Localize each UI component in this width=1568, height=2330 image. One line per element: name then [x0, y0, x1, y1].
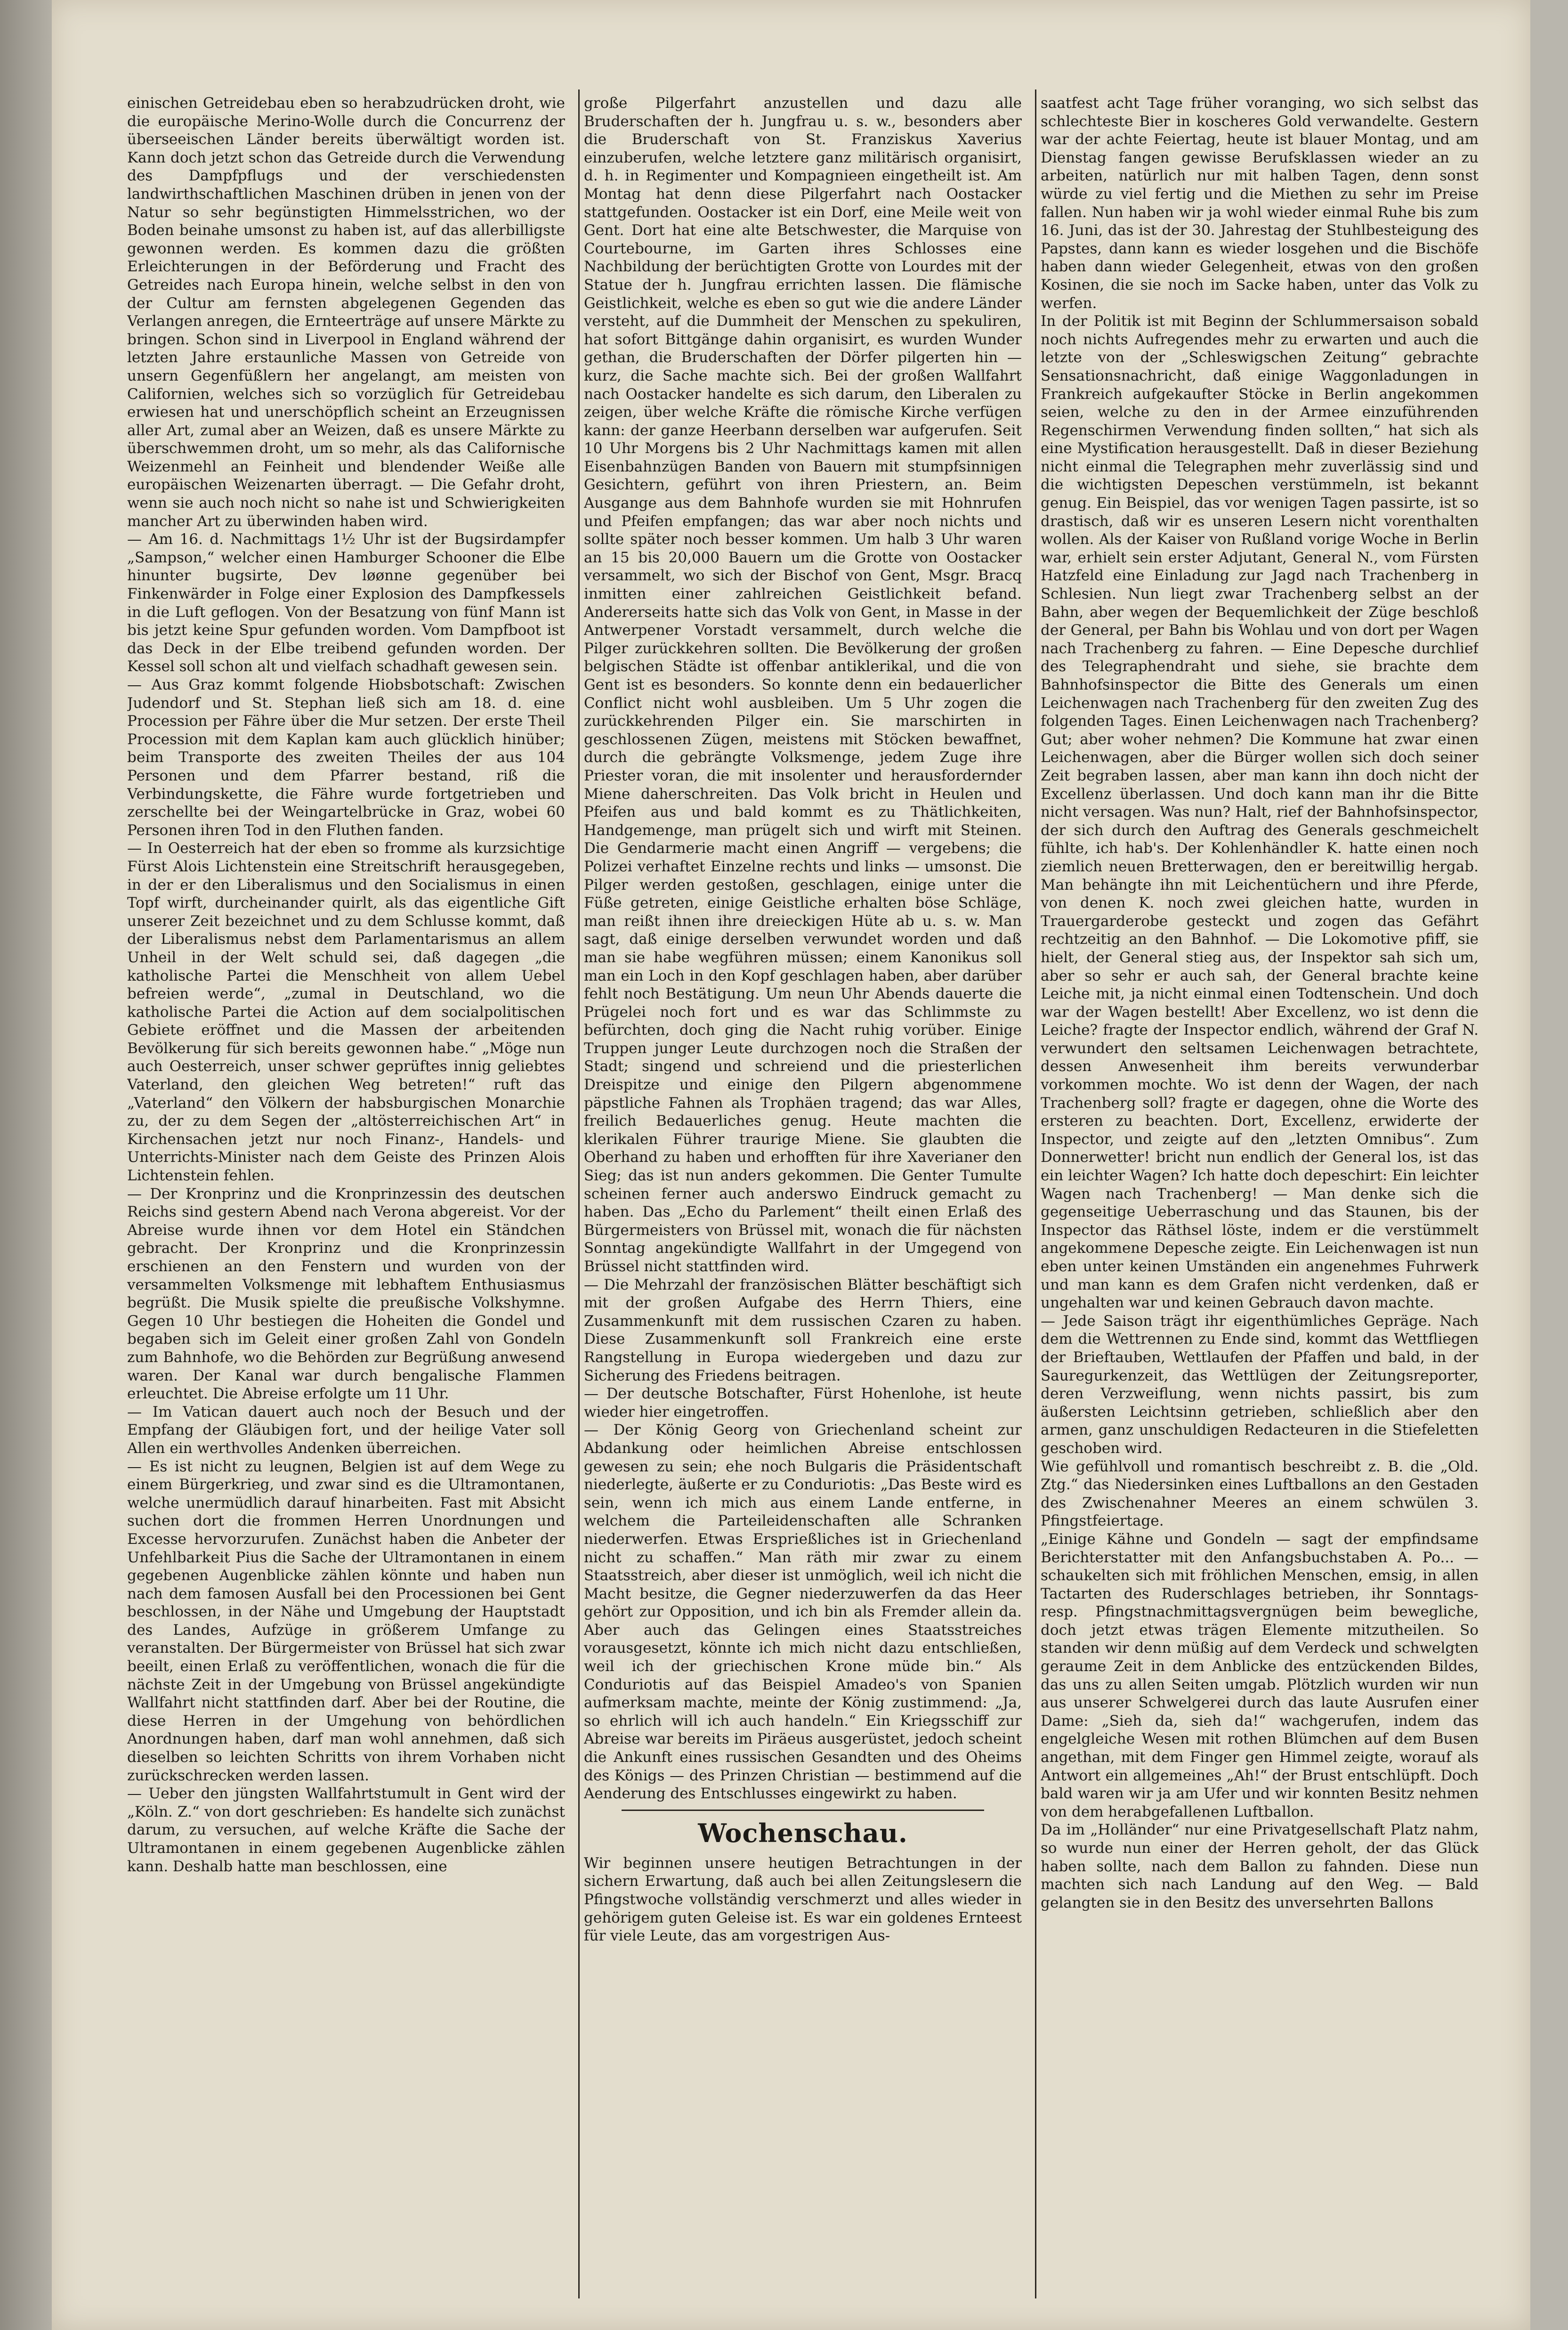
article-paragraph: Wir beginnen unsere heutigen Betrachtungen in der sichern Erwartung, daß auch bei allen Zeitungslesern die Pfingstwoche vollständig verschmerzt und alles wieder in gehörigem guten Geleise ist. Es war ein goldenes Ernteest für viele Leute, das am vorgestrigen Aus-	[584, 1854, 1022, 1945]
article-paragraph: — Der Kronprinz und die Kronprinzessin des deutschen Reichs sind gestern Abend nach Verona abgereist. Vor der Abreise wurde ihnen vor dem Hotel ein Ständchen gebracht. Der Kronprinz und die Kronprinzessin erschienen an den Fenstern und wurden von der versammelten Volksmenge mit lebhaftem Enthusiasmus begrüßt. Die Musik spielte die preußische Volkshymne. Gegen 10 Uhr bestiegen die Hoheiten die Gondel und begaben sich im Geleit einer großen Zahl von Gondeln zum Bahnhofe, wo die Behörden zur Begrüßung anwesend waren. Der Kanal war durch bengalische Flammen erleuchtet. Die Abreise erfolgte um 11 Uhr.	[127, 1185, 565, 1403]
column-3	[1041, 94, 1479, 2298]
article-paragraph: — Es ist nicht zu leugnen, Belgien ist auf dem Wege zu einem Bürgerkrieg, und zwar sind es die Ultramontanen, welche unermüdlich darauf hinarbeiten. Fast mit Absicht suchen dort die frommen Herren Unordnungen und Excesse hervorzurufen. Zunächst haben die Anbeter der Unfehlbarkeit Pius die Sache der Ultramontanen in einem gegebenen Augenblicke zählen könnte und haben nun nach dem famosen Ausfall bei den Processionen bei Gent beschlossen, in der Nähe und Umgebung der Hauptstadt des Landes, Aufzüge in größerem Umfange zu veranstalten. Der Bürgermeister von Brüssel hat sich zwar beeilt, einen Erlaß zu veröffentlichen, wonach die für die nächste Zeit in der Umgebung von Brüssel angekündigte Wallfahrt nicht stattfinden darf. Aber bei der Routine, die diese Herren in der Umgehung von behördlichen Anordnungen haben, darf man wohl annehmen, daß sich dieselben so leichten Schritts von ihrem Vorhaben nicht zurückschrecken werden lassen.	[127, 1458, 565, 1784]
article-paragraph: In der Politik ist mit Beginn der Schlummersaison sobald noch nichts Aufregendes mehr zu erwarten und auch die letzte von der „Schleswigschen Zeitung“ gebrachte Sensationsnachricht, daß einige Waggonladungen in Frankreich aufgekaufter Stöcke in Berlin angekommen seien, welche zu den in der Armee einzuführenden Regenschirmen Verwendung finden sollten,“ hat sich als eine Mystification herausgestellt. Daß in dieser Beziehung nicht einmal die Telegraphen mehr zuverlässig sind und die wichtigsten Depeschen verstümmeln, ist bekannt genug. Ein Beispiel, das vor wenigen Tagen passirte, ist so drastisch, daß wir es unseren Lesern nicht vorenthalten wollen. Als der Kaiser von Rußland vorige Woche in Berlin war, erhielt sein erster Adjutant, General N., vom Fürsten Hatzfeld eine Einladung zur Jagd nach Trachenberg in Schlesien. Nun liegt zwar Trachenberg selbst an der Bahn, aber wegen der Bequemlichkeit der Züge beschloß der General, per Bahn bis Wohlau und von dort per Wagen nach Trachenberg zu fahren. — Eine Depesche durchlief des Telegraphendraht und siehe, sie brachte dem Bahnhofsinspector die Bitte des Generals um einen Leichenwagen nach Trachenberg für den zweiten Zug des folgenden Tages. Einen Leichenwagen nach Trachenberg? Gut; aber woher nehmen? Die Kommune hat zwar einen Leichenwagen, aber die Bürger wollen sich doch seiner Zeit begraben lassen, aber man kann ihn doch nicht der Excellenz überlassen. Und doch kann man ihr die Bitte nicht versagen. Was nun? Halt, rief der Bahnhofsinspector, der sich durch den Auftrag des Generals geschmeichelt fühlte, ich hab's. Der Kohlenhändler K. hatte einen noch ziemlich neuen Bretterwagen, den er bereitwillig hergab. Man behängte ihn mit Leichentüchern und ihre Pferde, von denen K. noch zwei gleichen hatte, wurden in Trauergarderobe gesteckt und zogen das Gefährt rechtzeitig an den Bahnhof. — Die Lokomotive pfiff, sie hielt, der General stieg aus, der Inspektor sah sich um, aber so sehr er auch sah, der General brachte keine Leiche mit, ja nicht einmal einen Todtenschein. Und doch war der Wagen bestellt! Aber Excellenz, wo ist denn die Leiche? fragte der Inspector endlich, während der Graf N. verwundert den seltsamen Leichenwagen betrachtete, dessen Anwesenheit ihm bereits verwunderbar vorkommen mochte. Wo ist denn der Wagen, der nach Trachenberg soll? fragte er dagegen, ohne die Worte des ersteren zu beachten. Dort, Excellenz, erwiderte der Inspector, und zeigte auf den „letzten Omnibus“. Zum Donnerwetter! bricht nun endlich der General los, ist das ein leichter Wagen? Ich hatte doch depeschirt: Ein leichter Wagen nach Trachenberg! — Man denke sich die gegenseitige Ueberraschung und das Staunen, bis der Inspector das Räthsel löste, indem er die verstümmelt angekommene Depesche zeigte. Ein Leichenwagen ist nun eben unter keinen Umständen ein angenehmes Fuhrwerk und man kann es dem Grafen nicht verdenken, daß er ungehalten war und keinen Gebrauch davon machte.	[1041, 313, 1479, 1312]
article-paragraph: — Der deutsche Botschafter, Fürst Hohenlohe, ist heute wieder hier eingetroffen.	[584, 1385, 1022, 1421]
article-paragraph: „Einige Kähne und Gondeln — sagt der empfindsame Berichterstatter mit den Anfangsbuchstaben A. Po... — schaukelten sich mit fröhlichen Menschen, emsig, in allen Tactarten des Ruderschlages betrieben, ihr Sonntags- resp. Pfingstnachmittagsvergnügen beim bewegliche, doch jetzt etwas trägen Elemente mitzutheilen. So standen wir denn müßig auf dem Verdeck und schwelgten geraume Zeit in dem Anblicke des entzückenden Bildes, das uns zu allen Seiten umgab. Plötzlich wurden wir nun aus unserer Schwelgerei durch das laute Ausrufen einer Dame: „Sieh da, sieh da!“ wachgerufen, indem das engelgleiche Wesen mit rothen Blümchen auf dem Busen angethan, mit dem Finger gen Himmel zeigte, worauf als Antwort ein allgemeines „Ah!“ der Brust entschlüpft. Doch bald waren wir ja am Ufer und wir konnten Besitz nehmen von dem herabgefallenen Luftballon.	[1041, 1530, 1479, 1820]
section-heading: Wochenschau.	[698, 1818, 908, 1848]
article-paragraph: — Aus Graz kommt folgende Hiobsbotschaft: Zwischen Judendorf und St. Stephan ließ sich am 18. d. eine Procession per Fähre über die Mur setzen. Der erste Theil Procession mit dem Kaplan kam auch glücklich hinüber; beim Transporte des zweiten Theiles der aus 104 Personen und dem Pfarrer bestand, riß die Verbindungskette, die Fähre wurde fortgetrieben und zerschellte bei der Weingartelbrücke in Graz, wobei 60 Personen ihren Tod in den Fluthen fanden.	[127, 676, 565, 839]
article-paragraph: saatfest acht Tage früher voranging, wo sich selbst das schlechteste Bier in koscheres Gold verwandelte. Gestern war der achte Feiertag, heute ist blauer Montag, und am Dienstag fangen gewisse Berufsklassen wieder an zu arbeiten, natürlich nur mit halben Tagen, denn sonst würde zu viel fertig und die Miethen zu sehr im Preise fallen. Nun haben wir ja wohl wieder einmal Ruhe bis zum 16. Juni, das ist der 30. Jahrestag der Stuhlbesteigung des Papstes, dann kann es wieder losgehen und die Bischöfe haben dann wieder Gelegenheit, etwas von den großen Kosinen, die sie noch im Sacke haben, unter das Volk zu werfen.	[1041, 95, 1479, 312]
article-paragraph: Wie gefühlvoll und romantisch beschreibt z. B. die „Old. Ztg.“ das Niedersinken eines Luftballons an den Gestaden des Zwischenahner Meeres an einem schwülen 3. Pfingstfeiertage.	[1041, 1458, 1479, 1530]
article-paragraph: — In Oesterreich hat der eben so fromme als kurzsichtige Fürst Alois Lichtenstein eine Streitschrift herausgegeben, in der er den Liberalismus und den Socialismus in einen Topf wirft, durcheinander quirlt, als das eigentliche Gift unserer Zeit bezeichnet und zu dem Schlusse kommt, daß der Liberalismus nebst dem Parlamentarismus an allem Unheil in der Welt schuld sei, daß dagegen „die katholische Partei die Menschheit von allem Uebel befreien werde“, „zumal in Deutschland, wo die katholische Partei die Action auf dem socialpolitischen Gebiete eröffnet und die Massen der arbeitenden Bevölkerung für sich bereits gewonnen habe.“ „Möge nun auch Oesterreich, unser schwer geprüftes innig geliebtes Vaterland, den gleichen Weg betreten!“ ruft das „Vaterland“ den Völkern der habsburgischen Monarchie zu, der zu dem Segen der „altösterreichischen Art“ in Kirchensachen jetzt nur noch Finanz-, Handels- und Unterrichts-Minister nach dem Geiste des Prinzen Alois Lichtenstein fehlen.	[127, 840, 565, 1185]
article-paragraph: — Die Mehrzahl der französischen Blätter beschäftigt sich mit der großen Aufgabe des Herrn Thiers, eine Zusammenkunft mit dem russischen Czaren zu haben. Diese Zusammenkunft soll Frankreich eine erste Rangstellung in Europa wiedergeben und dazu zur Sicherung des Friedens beitragen.	[584, 1276, 1022, 1384]
article-paragraph: Da im „Holländer“ nur eine Privatgesellschaft Platz nahm, so wurde nun einer der Herren geholt, der das Glück haben sollte, nach dem Ballon zu fahnden. Diese nun machten sich nach Landung auf den Weg. — Bald gelangten sie in den Besitz des unversehrten Ballons	[1041, 1821, 1479, 1911]
column-1	[127, 94, 565, 2298]
column-rule	[1035, 89, 1036, 2298]
column-rule	[578, 89, 580, 2298]
article-paragraph: — Ueber den jüngsten Wallfahrtstumult in Gent wird der „Köln. Z.“ von dort geschrieben: Es handelte sich zunächst darum, zu versuchen, auf welche Kräfte die Sache der Ultramontanen in einem gegebenen Augenblicke zählen kann. Deshalb hatte man beschlossen, eine	[127, 1785, 565, 1875]
column-2	[584, 94, 1022, 2298]
article-paragraph: einischen Getreidebau eben so herabzudrücken droht, wie die europäische Merino-Wolle durch die Concurrenz der überseeischen Länder bereits überwältigt worden ist. Kann doch jetzt schon das Getreide durch die Verwendung des Dampfpflugs und der verschiedensten landwirthschaftlichen Maschinen drüben in jenen von der Natur so sehr begünstigten Himmelsstrichen, wo der Boden beinahe umsonst zu haben ist, auf das allerbilligste gewonnen werden. Es kommen dazu die größten Erleichterungen in der Beförderung und Fracht des Getreides nach Europa hinein, welche selbst in den von der Cultur am fernsten abgelegenen Gegenden das Verlangen anregen, die Ernteerträge auf unsere Märkte zu bringen. Schon sind in Liverpool in England während der letzten Jahre erstaunliche Massen von Getreide von unsern Gegenfüßlern her angelangt, am meisten von Californien, welches sich so vorzüglich für Getreidebau erwiesen hat und unerschöpflich scheint an Erzeugnissen aller Art, zumal aber an Weizen, daß es unsere Märkte zu überschwemmen droht, um so mehr, als das Californische Weizenmehl an Feinheit und blendender Weiße alle europäischen Weizenarten überragt. — Die Gefahr droht, wenn sie auch noch nicht so nahe ist und Schwierigkeiten mancher Art zu überwinden haben wird.	[127, 95, 565, 530]
article-paragraph: — Am 16. d. Nachmittags 1½ Uhr ist der Bugsirdampfer „Sampson,“ welcher einen Hamburger Schooner die Elbe hinunter bugsirte, Dev løønne gegenüber bei Finkenwärder in Folge einer Explosion des Dampfkessels in die Luft geflogen. Von der Besatzung von fünf Mann ist bis jetzt keine Spur gefunden worden. Vom Dampfboot ist das Deck in der Elbe treibend gefunden worden. Der Kessel soll schon alt und vielfach schadhaft gewesen sein.	[127, 531, 565, 675]
article-paragraph: — Jede Saison trägt ihr eigenthümliches Gepräge. Nach dem die Wettrennen zu Ende sind, kommt das Wettfliegen der Brieftauben, Wettlaufen der Pfaffen und bald, in der Sauregurkenzeit, das Wettlügen der Zeitungsreporter, deren Verzweiflung, wenn nichts passirt, bis zum äußersten Leichtsinn getrieben, schließlich aber den armen, ganz unschuldigen Redacteuren in die Stiefeletten geschoben wird.	[1041, 1312, 1479, 1457]
article-paragraph: — Der König Georg von Griechenland scheint zur Abdankung oder heimlichen Abreise entschlossen gewesen zu sein; ehe noch Bulgaris die Präsidentschaft niederlegte, äußerte er zu Conduriotis: „Das Beste wird es sein, wenn ich mich aus einem Lande entferne, in welchem die Parteileidenschaften alle Schranken niederwerfen. Etwas Ersprießliches ist in Griechenland nicht zu schaffen.“ Man räth mir zwar zu einem Staatsstreich, aber dieser ist unmöglich, weil ich nicht die Macht besitze, die Gegner niederzuwerfen da das Heer gehört zur Opposition, und ich bin als Fremder allein da. Aber auch das Gelingen eines Staatsstreiches vorausgesetzt, könnte ich mich nicht dazu entschließen, weil ich der griechischen Krone müde bin.“ Als Conduriotis auf das Beispiel Amadeo's von Spanien aufmerksam machte, meinte der König zustimmend: „Ja, so ehrlich will ich auch handeln.“ Ein Kriegsschiff zur Abreise war bereits im Piräeus ausgerüstet, jedoch scheint die Ankunft eines russischen Gesandten und des Oheims des Königs — des Prinzen Christian — bestimmend auf die Aenderung des Entschlusses eingewirkt zu haben.	[584, 1421, 1022, 1802]
section-divider	[622, 1810, 984, 1811]
article-paragraph: große Pilgerfahrt anzustellen und dazu alle Bruderschaften der h. Jungfrau u. s. w., besonders aber die Bruderschaft von St. Franziskus Xaverius einzuberufen, welche letztere ganz militärisch organisirt, d. h. in Regimenter und Kompagnieen eingetheilt ist. Am Montag hat denn diese Pilgerfahrt nach Oostacker stattgefunden. Oostacker ist ein Dorf, eine Meile weit von Gent. Dort hat eine alte Betschwester, die Marquise von Courtebourne, im Garten ihres Schlosses eine Nachbildung der berüchtigten Grotte von Lourdes mit der Statue der h. Jungfrau errichten lassen. Die flämische Geistlichkeit, welche es eben so gut wie die andere Länder versteht, auf die Dummheit der Menschen zu spekuliren, hat sofort Bittgänge dahin organisirt, es wurden Wunder gethan, die Bruderschaften der Dörfer pilgerten hin — kurz, die Sache machte sich. Bei der großen Wallfahrt nach Oostacker handelte es sich darum, den Liberalen zu zeigen, über welche Kräfte die römische Kirche verfügen kann: der ganze Heerbann derselben war aufgerufen. Seit 10 Uhr Morgens bis 2 Uhr Nachmittags kamen mit allen Eisenbahnzügen Banden von Bauern mit stumpfsinnigen Gesichtern, geführt von ihren Priestern, an. Beim Ausgange aus dem Bahnhofe wurden sie mit Hohnrufen und Pfeifen empfangen; das war aber noch nichts und sollte später noch besser kommen. Um halb 3 Uhr waren an 15 bis 20,000 Bauern um die Grotte von Oostacker versammelt, wo sich der Bischof von Gent, Msgr. Bracq inmitten einer zahlreichen Geistlichkeit befand. Andererseits hatte sich das Volk von Gent, in Masse in der Antwerpener Vorstadt versammelt, durch welche die Pilger zurückkehren sollten. Die Bevölkerung der großen belgischen Städte ist offenbar antiklerikal, und die von Gent ist es besonders. So konnte denn ein bedauerlicher Conflict nicht wohl ausbleiben. Um 5 Uhr zogen die zurückkehrenden Pilger ein. Sie marschirten in geschlossenen Zügen, meistens mit Stöcken bewaffnet, durch die gebrängte Volksmenge, jedem Zuge ihre Priester voran, die mit insolenter und herausfordernder Miene daherschreiten. Das Volk bricht in Heulen und Pfeifen aus und bald kommt es zu Thätlichkeiten, Handgemenge, man prügelt sich und wirft mit Steinen. Die Gendarmerie macht einen Angriff — vergebens; die Polizei verhaftet Einzelne rechts und links — umsonst. Die Pilger werden gestoßen, geschlagen, einige unter die Füße getreten, einige Geistliche erhalten böse Schläge, man reißt ihnen ihre dreieckigen Hüte ab u. s. w. Man sagt, daß einige derselben verwundet worden und daß man sie habe wegführen müssen; einem Kanonikus soll man ein Loch in den Kopf geschlagen haben, aber darüber fehlt noch Bestätigung. Um neun Uhr Abends dauerte die Prügelei noch fort und es war das Schlimmste zu befürchten, doch ging die Nacht ruhig vorüber. Einige Truppen junger Leute durchzogen noch die Straßen der Stadt; singend und schreiend und die priesterlichen Dreispitze und einige den Pilgern abgenommene päpstliche Fahnen als Trophäen tragend; das war Alles, freilich Bedauerliches genug. Heute machten die klerikalen Führer traurige Miene. Sie glaubten die Oberhand zu haben und erhofften für ihre Xaverianer den Sieg; das ist nun anders gekommen. Die Genter Tumulte scheinen ferner auch anderswo Eindruck gemacht zu haben. Das „Echo du Parlement“ theilt einen Erlaß des Bürgermeisters von Brüssel mit, wonach die für nächsten Sonntag angekündigte Wallfahrt in der Umgegend von Brüssel nicht stattfinden wird.	[584, 95, 1022, 1275]
scan-left-edge	[0, 0, 52, 2330]
article-paragraph: — Im Vatican dauert auch noch der Besuch und der Empfang der Gläubigen fort, und der heilige Vater soll Allen ein werthvolles Andenken überreichen.	[127, 1403, 565, 1457]
